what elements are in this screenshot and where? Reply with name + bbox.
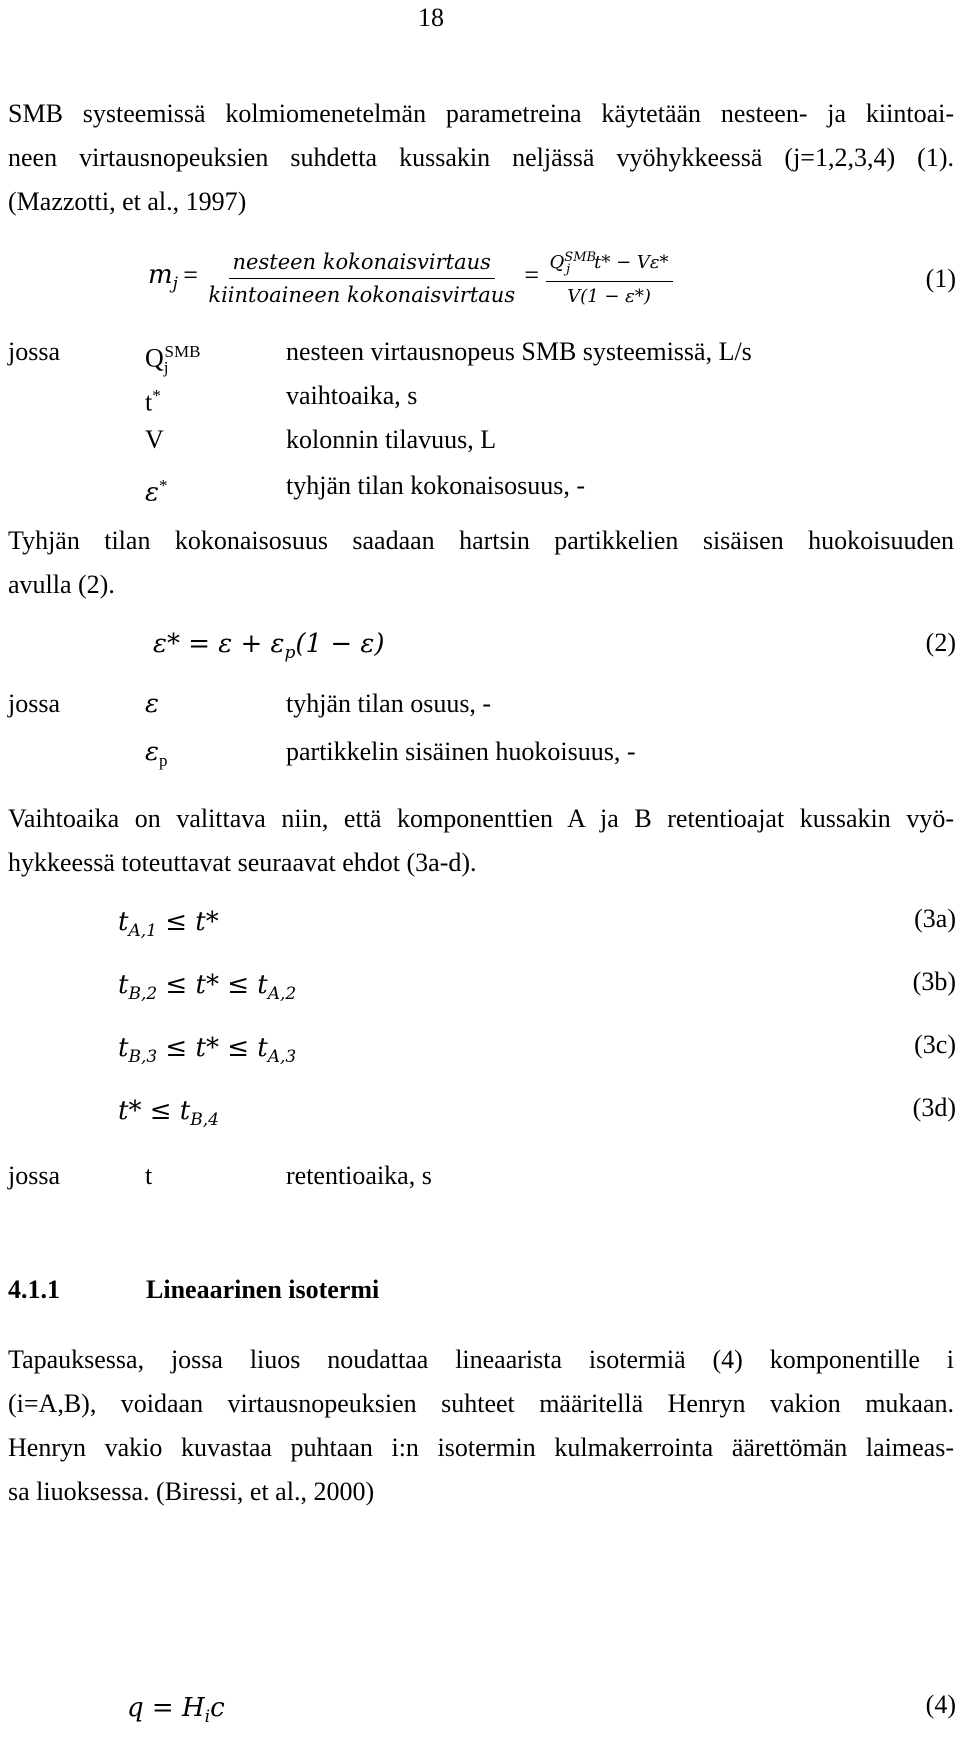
paragraph-void-fraction bbox=[8, 519, 954, 607]
equation-1: $m_j$ = $\frac{\text{nesteen kokonaisvirtaus}}{\text{kiintoaineen kokonaisvirtaus}}$ = $\frac{Q^{SMB}_j t* - V\varepsilon*}{V(1 - \varepsilon*)}$ bbox=[148, 250, 673, 307]
definition-text: nesteen virtausnopeus SMB systeemissä, L/s bbox=[286, 337, 752, 366]
equation-number-1: (1) bbox=[925, 264, 956, 293]
paragraph-switch-time bbox=[8, 797, 954, 885]
symbol-q-smb: $Q_j^{SMB}$ bbox=[145, 342, 201, 377]
inequality-expression: $t* \le t_{B,4}$ bbox=[118, 1096, 219, 1131]
equation-number-4: (4) bbox=[925, 1690, 956, 1719]
jossa-label-2: jossa bbox=[8, 689, 60, 718]
text-line: (Mazzotti, et al., 1997) bbox=[8, 187, 247, 216]
text-line: (i=A,B), voidaan virtausnopeuksien suhteet määritellä Henryn vakion mukaan. bbox=[8, 1389, 954, 1418]
equation-number-2: (2) bbox=[925, 628, 956, 657]
text-line: Henryn vakio kuvastaa puhtaan i:n isotermin kulmakerrointa äärettömän laimeas- bbox=[8, 1433, 954, 1462]
inequality-expression: $t_{A,1} \le t*$ bbox=[118, 907, 219, 942]
text-line: Vaihtoaika on valittava niin, että komponenttien A ja B retentioajat kussakin vyö- bbox=[8, 804, 954, 833]
symbol-epsilon-p: $\varepsilon_p$ bbox=[145, 737, 168, 771]
equation-number: (3b) bbox=[912, 967, 956, 996]
eq1-fraction-words: $\frac{\text{nesteen kokonaisvirtaus}}{\text{kiintoaineen kokonaisvirtaus}}$ bbox=[208, 250, 516, 307]
symbol-v: V bbox=[145, 425, 164, 454]
equation-number: (3d) bbox=[912, 1093, 956, 1122]
text-line: avulla (2). bbox=[8, 570, 115, 599]
text-line: Tyhjän tilan kokonaisosuus saadaan hartsin partikkelien sisäisen huokoisuuden bbox=[8, 526, 954, 555]
equation-2: $\varepsilon* = \varepsilon + \varepsilon_p(1 - \varepsilon)$ bbox=[153, 629, 385, 664]
eq1-lhs: $m_j$ bbox=[148, 260, 178, 295]
section-title: Lineaarinen isotermi bbox=[146, 1275, 380, 1304]
definition-text: vaihtoaika, s bbox=[286, 381, 418, 410]
definition-text: tyhjän tilan osuus, - bbox=[286, 689, 492, 718]
symbol-epsilon: ε bbox=[145, 689, 159, 719]
paragraph-smb-intro bbox=[8, 92, 954, 224]
definition-text: retentioaika, s bbox=[286, 1161, 432, 1190]
equation-number: (3a) bbox=[914, 904, 956, 933]
jossa-label-3: jossa bbox=[8, 1161, 60, 1190]
definition-text: kolonnin tilavuus, L bbox=[286, 425, 497, 454]
eq1-fraction-symbols: $\frac{Q^{SMB}_j t* - V\varepsilon*}{V(1 - \varepsilon*)}$ bbox=[546, 250, 673, 307]
symbol-t: t bbox=[145, 1161, 153, 1190]
definition-text: tyhjän tilan kokonaisosuus, - bbox=[286, 471, 585, 500]
section-number: 4.1.1 bbox=[8, 1275, 60, 1304]
paragraph-henry-constant bbox=[8, 1338, 954, 1514]
text-line: sa liuoksessa. (Biressi, et al., 2000) bbox=[8, 1477, 375, 1506]
symbol-t-star: t* bbox=[145, 386, 161, 417]
equation-4: $q = H_ic$ bbox=[127, 1693, 225, 1728]
definition-text: partikkelin sisäinen huokoisuus, - bbox=[286, 737, 636, 766]
section-heading bbox=[8, 1268, 380, 1312]
text-line: Tapauksessa, jossa liuos noudattaa lineaarista isotermiä (4) komponentille i bbox=[8, 1345, 954, 1374]
symbol-epsilon-star: ε* bbox=[145, 476, 168, 508]
text-line: hykkeessä toteuttavat seuraavat ehdot (3a-d). bbox=[8, 848, 477, 877]
equation-number: (3c) bbox=[914, 1030, 956, 1059]
jossa-label-1: jossa bbox=[8, 337, 60, 366]
text-line: neen virtausnopeuksien suhdetta kussakin neljässä vyöhykkeessä (j=1,2,3,4) (1). bbox=[8, 143, 954, 172]
inequality-expression: $t_{B,2} \le t* \le t_{A,2}$ bbox=[118, 970, 297, 1005]
inequality-expression: $t_{B,3} \le t* \le t_{A,3}$ bbox=[118, 1033, 297, 1068]
text-line: SMB systeemissä kolmiomenetelmän parametreina käytetään nesteen- ja kiintoai- bbox=[8, 99, 954, 128]
page-number: 18 bbox=[418, 3, 444, 32]
